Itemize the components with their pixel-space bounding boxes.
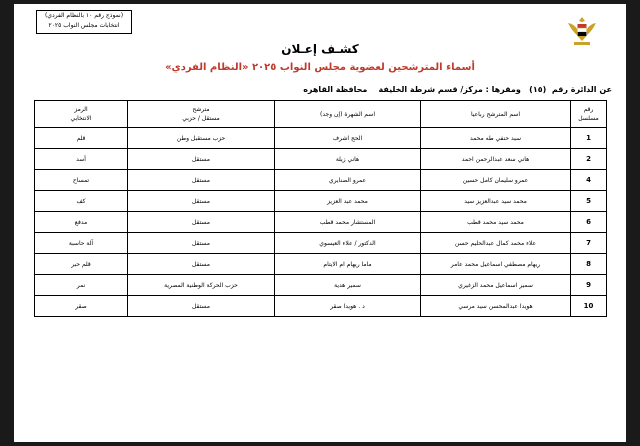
table-row [35,191,607,212]
cell-fame: المستشار محمد قطب [275,212,421,233]
cell-status: مستقل [128,191,275,212]
cell-name: سيد حنفي طه محمد [421,128,571,149]
table-row [35,128,607,149]
cell-symbol: مدفع [35,212,128,233]
election-name-line: انتخابات مجلس النواب ٢٠٢٥ [48,22,120,29]
candidates-table [34,100,607,317]
header-fame: اسم الشهرة (إن وجد) [275,101,421,128]
form-number-line: (نموذج رقم ١٠ بالنظام الفردي) [44,12,124,19]
table-row [35,170,607,191]
table-row [35,233,607,254]
table-row [35,296,607,317]
cell-serial: 10 [571,296,607,317]
cell-fame: د . هويدا صقر [275,296,421,317]
page-subtitle: أسماء المترشحين لعضوية مجلس النواب ٢٠٢٥ «النظام الفردي» [165,62,475,73]
cell-status: حزب مستقبل وطن [128,128,275,149]
cell-serial: 8 [571,254,607,275]
page-title: كشـف إعـلان [281,42,359,56]
header-symbol: الرمز الانتخابي [35,101,128,128]
cell-fame: سمير هدية [275,275,421,296]
cell-fame: محمد عبد العزيز [275,191,421,212]
header-status: مترشح مستقل / حزبي [128,101,275,128]
cell-symbol: أسد [35,149,128,170]
cell-name: محمد سيد عبدالعزيز سيد [421,191,571,212]
cell-serial: 4 [571,170,607,191]
cell-status: حزب الحركة الوطنية المصرية [128,275,275,296]
cell-symbol: قلم حبر [35,254,128,275]
cell-serial: 1 [571,128,607,149]
cell-name: هويدا عبدالمحسن سيد مرسي [421,296,571,317]
table-row [35,212,607,233]
cell-name: عمرو سليمان كامل حسين [421,170,571,191]
cell-status: مستقل [128,254,275,275]
cell-symbol: نمر [35,275,128,296]
form-number-box [36,10,132,34]
cell-fame: الدكتور / علاء العيسوي [275,233,421,254]
cell-fame: هاني زيلة [275,149,421,170]
cell-status: مستقل [128,212,275,233]
cell-name: محمد سيد محمد قطب [421,212,571,233]
table-row [35,149,607,170]
cell-symbol: قلم [35,128,128,149]
district-info: عن الدائرة رقم (١٥) ومقرها : مركز/ قسم شرطة الخليفة محافظة القاهره [303,85,612,94]
table-row [35,275,607,296]
cell-symbol: تمساح [35,170,128,191]
cell-name: هاني سعد عبدالرحمن احمد [421,149,571,170]
cell-fame: الحج اشرف [275,128,421,149]
cell-name: ريهام مصطفي اسماعيل محمد عامر [421,254,571,275]
cell-symbol: آلة حاسبة [35,233,128,254]
table-header-row [35,101,607,128]
header-name: اسم المترشح رباعيا [421,101,571,128]
cell-name: علاء محمد كمال عبدالحليم حسن [421,233,571,254]
cell-serial: 7 [571,233,607,254]
cell-symbol: صقر [35,296,128,317]
cell-status: مستقل [128,233,275,254]
table-row [35,254,607,275]
cell-name: سمير اسماعيل محمد الزغيري [421,275,571,296]
document-page [14,4,626,442]
cell-fame: ماما ريهام ام الايتام [275,254,421,275]
cell-serial: 5 [571,191,607,212]
cell-status: مستقل [128,170,275,191]
cell-status: مستقل [128,296,275,317]
cell-fame: عمرو الصنايري [275,170,421,191]
cell-serial: 2 [571,149,607,170]
cell-symbol: كف [35,191,128,212]
cell-status: مستقل [128,149,275,170]
cell-serial: 9 [571,275,607,296]
header-serial: رقم مسلسل [571,101,607,128]
cell-serial: 6 [571,212,607,233]
